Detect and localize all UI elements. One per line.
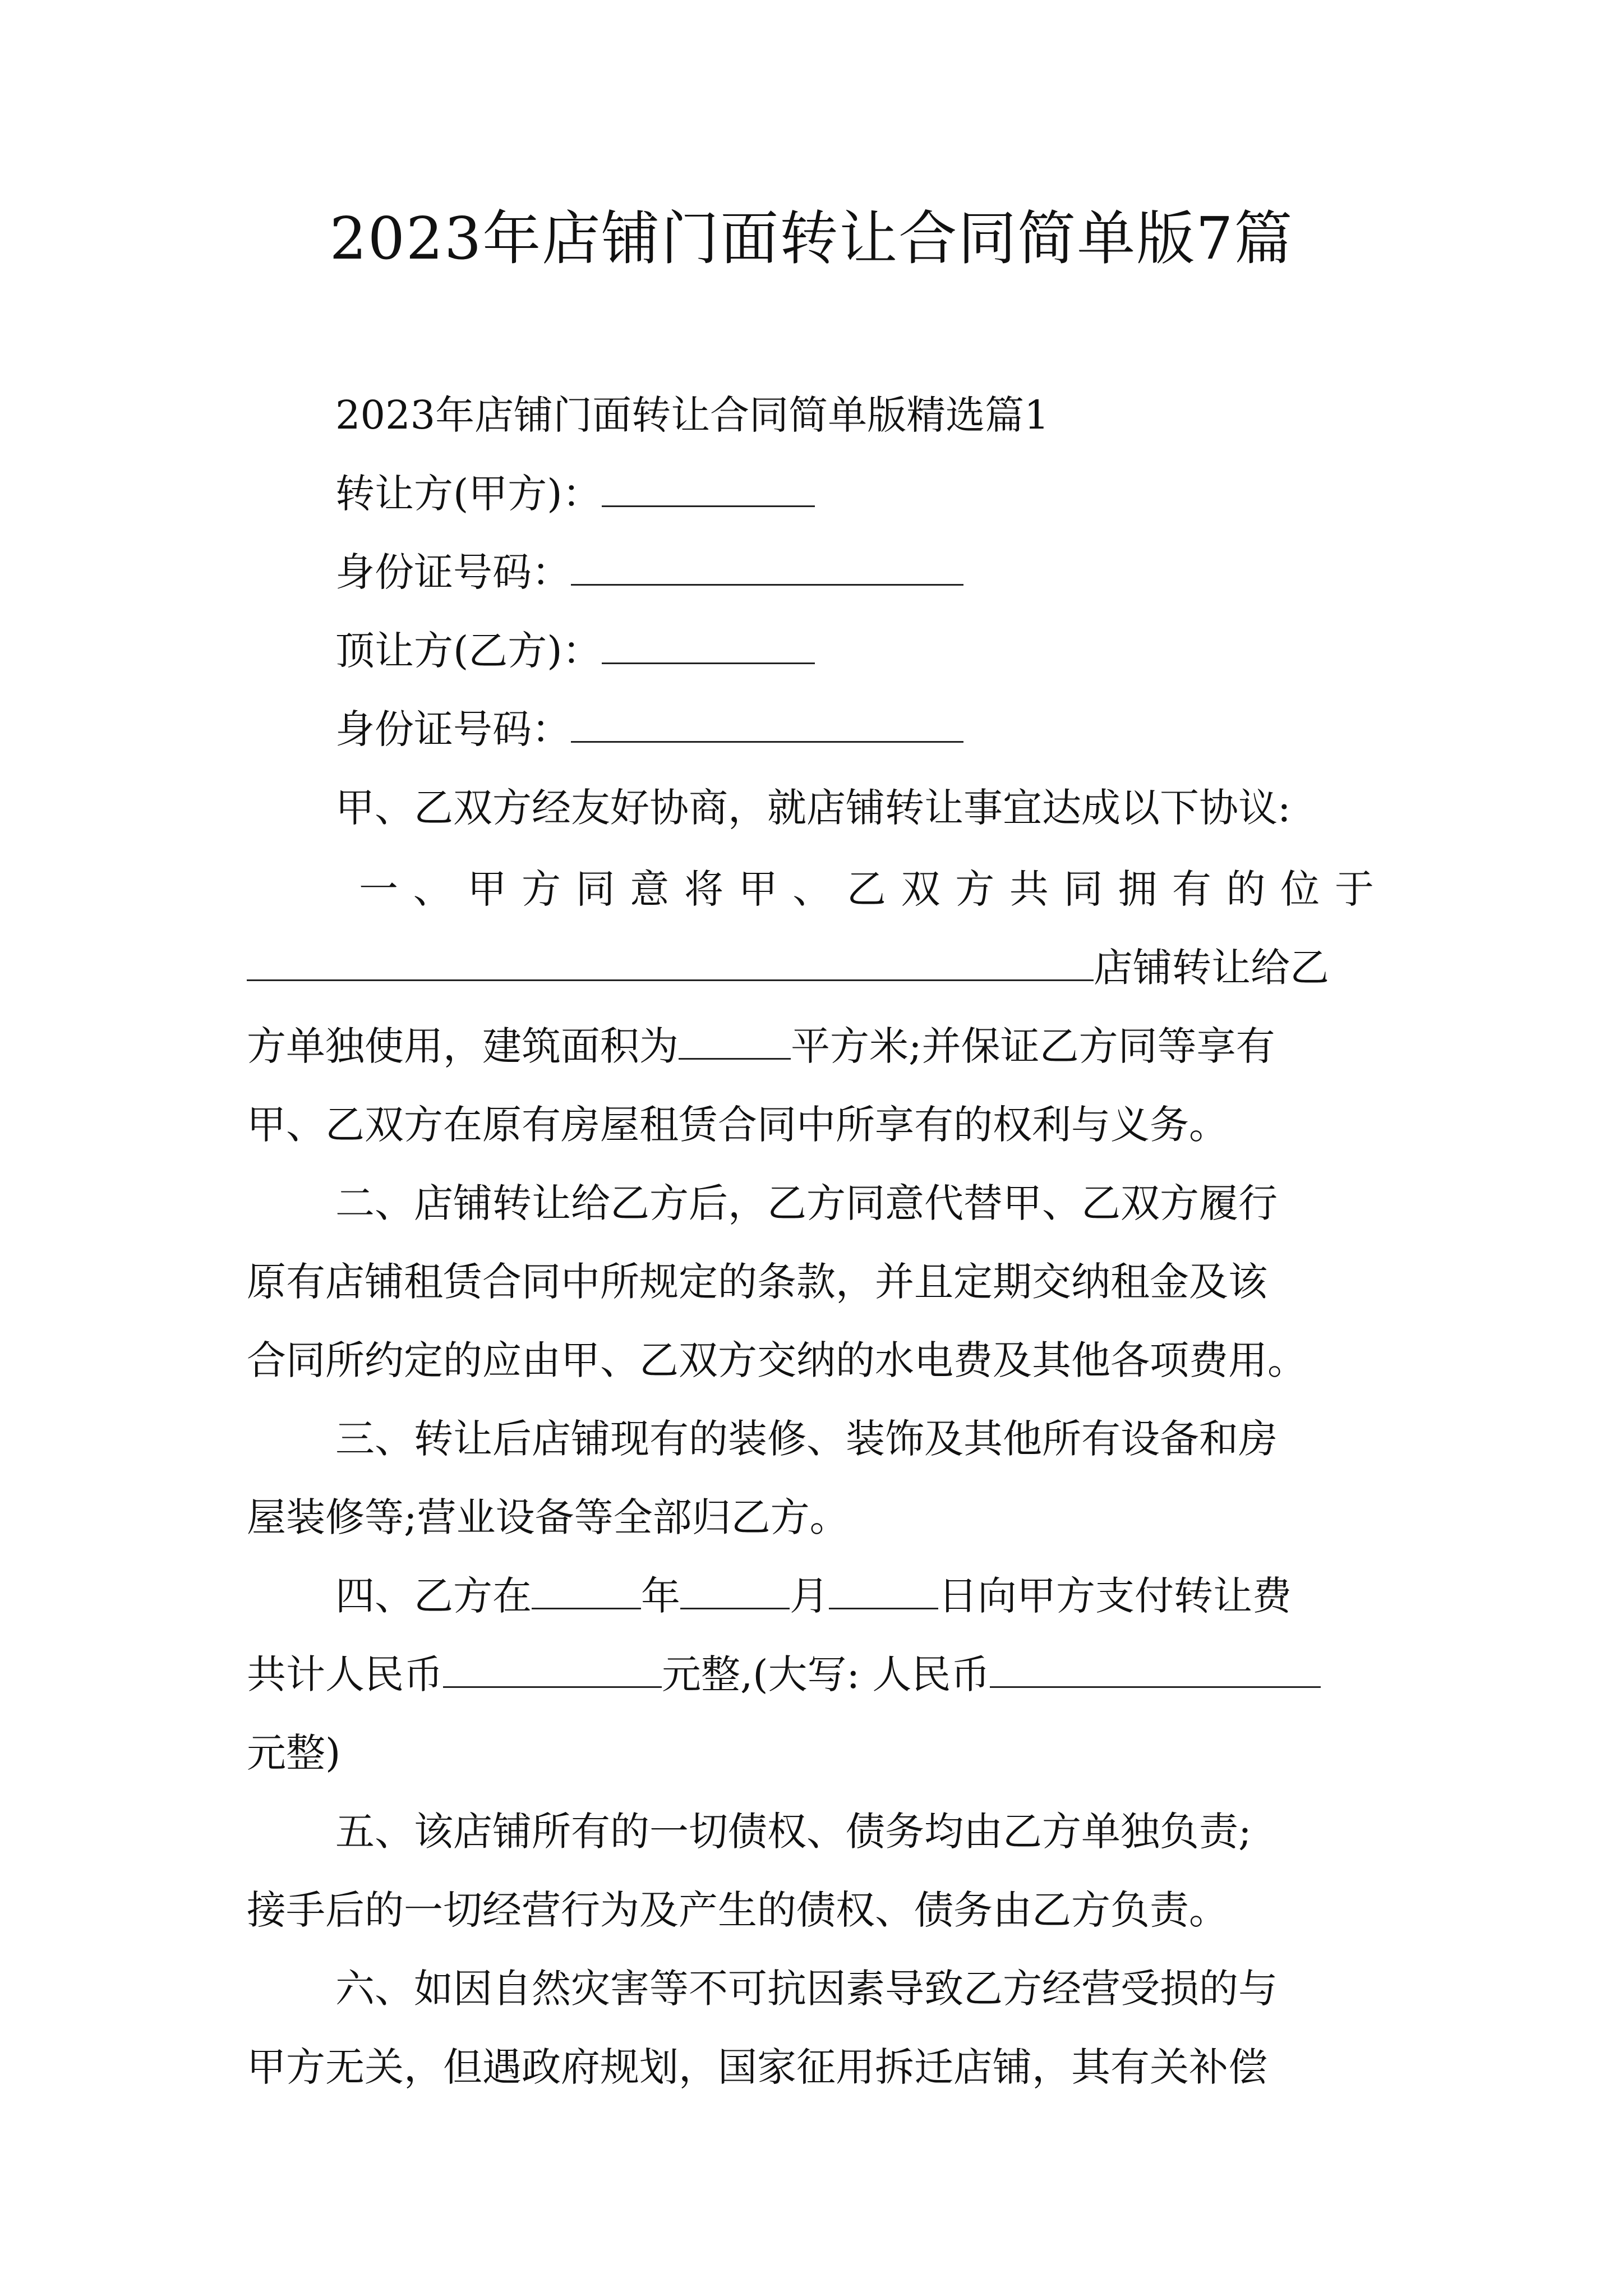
location-blank bbox=[247, 944, 1094, 981]
id-blank-2 bbox=[571, 705, 963, 743]
amount-blank bbox=[443, 1650, 662, 1688]
clause2-line3: 合同所约定的应由甲、乙双方交纳的水电费及其他各项费用。 bbox=[247, 1337, 1307, 1383]
intro-paragraph: 甲、乙双方经友好协商，就店铺转让事宜达成以下协议: bbox=[335, 785, 1291, 831]
amount-words-blank bbox=[990, 1650, 1321, 1688]
id-label-2: 身份证号码： bbox=[335, 706, 571, 752]
section-subtitle: 2023年店铺门面转让合同简单版精选篇1 bbox=[335, 392, 1049, 438]
id-label-1: 身份证号码： bbox=[335, 549, 571, 595]
transferee-field bbox=[335, 623, 815, 679]
transferee-blank bbox=[602, 627, 815, 664]
clause1-line3: 方单独使用，建筑面积为 平方米;并保证乙方同等享有 bbox=[247, 1023, 1275, 1069]
clause3-line2: 屋装修等;营业设备等全部归乙方。 bbox=[247, 1494, 849, 1540]
month-blank bbox=[680, 1572, 790, 1609]
clause2-line2: 原有店铺租赁合同中所规定的条款，并且定期交纳租金及该 bbox=[247, 1259, 1267, 1305]
clause1-line1: 一 、 甲 方 同 意 将 甲 、 乙 双 方 共 同 拥 有 的 位 于 bbox=[359, 866, 1374, 912]
clause4-line1: 四、乙方在 年 月 日向甲方支付转让费 bbox=[335, 1573, 1292, 1619]
id-field-1 bbox=[335, 544, 963, 600]
area-blank bbox=[679, 1022, 791, 1060]
clause3-line1: 三、转让后店铺现有的装修、装饰及其他所有设备和房 bbox=[335, 1416, 1278, 1462]
clause5-line2: 接手后的一切经营行为及产生的债权、债务由乙方负责。 bbox=[247, 1887, 1228, 1933]
day-blank bbox=[829, 1572, 938, 1609]
id-blank-1 bbox=[571, 548, 963, 586]
clause6-line2: 甲方无关，但遇政府规划，国家征用拆迁店铺，其有关补偿 bbox=[247, 2044, 1267, 2090]
transferee-label: 顶让方(乙方)： bbox=[335, 628, 602, 674]
clause4-line3: 元整) bbox=[247, 1730, 341, 1776]
clause1-line2: 店铺转让给乙 bbox=[247, 940, 1329, 996]
year-blank bbox=[532, 1572, 641, 1609]
transferor-label: 转让方(甲方)： bbox=[335, 471, 602, 517]
clause4-line2: 共计人民币 元整,(大写: 人民币 bbox=[247, 1646, 1321, 1703]
clause5-line1: 五、该店铺所有的一切债权、债务均由乙方单独负责; bbox=[335, 1809, 1252, 1855]
transferor-field bbox=[335, 466, 815, 522]
id-field-2 bbox=[335, 701, 963, 757]
document-title: 2023年店铺门面转让合同简单版7篇 bbox=[329, 204, 1294, 273]
clause1-line4: 甲、乙双方在原有房屋租赁合同中所享有的权利与义务。 bbox=[247, 1102, 1228, 1148]
clause2-line1: 二、店铺转让给乙方后，乙方同意代替甲、乙双方履行 bbox=[335, 1180, 1278, 1226]
clause6-line1: 六、如因自然灾害等不可抗因素导致乙方经营受损的与 bbox=[335, 1966, 1278, 2012]
transferor-blank bbox=[602, 470, 815, 507]
